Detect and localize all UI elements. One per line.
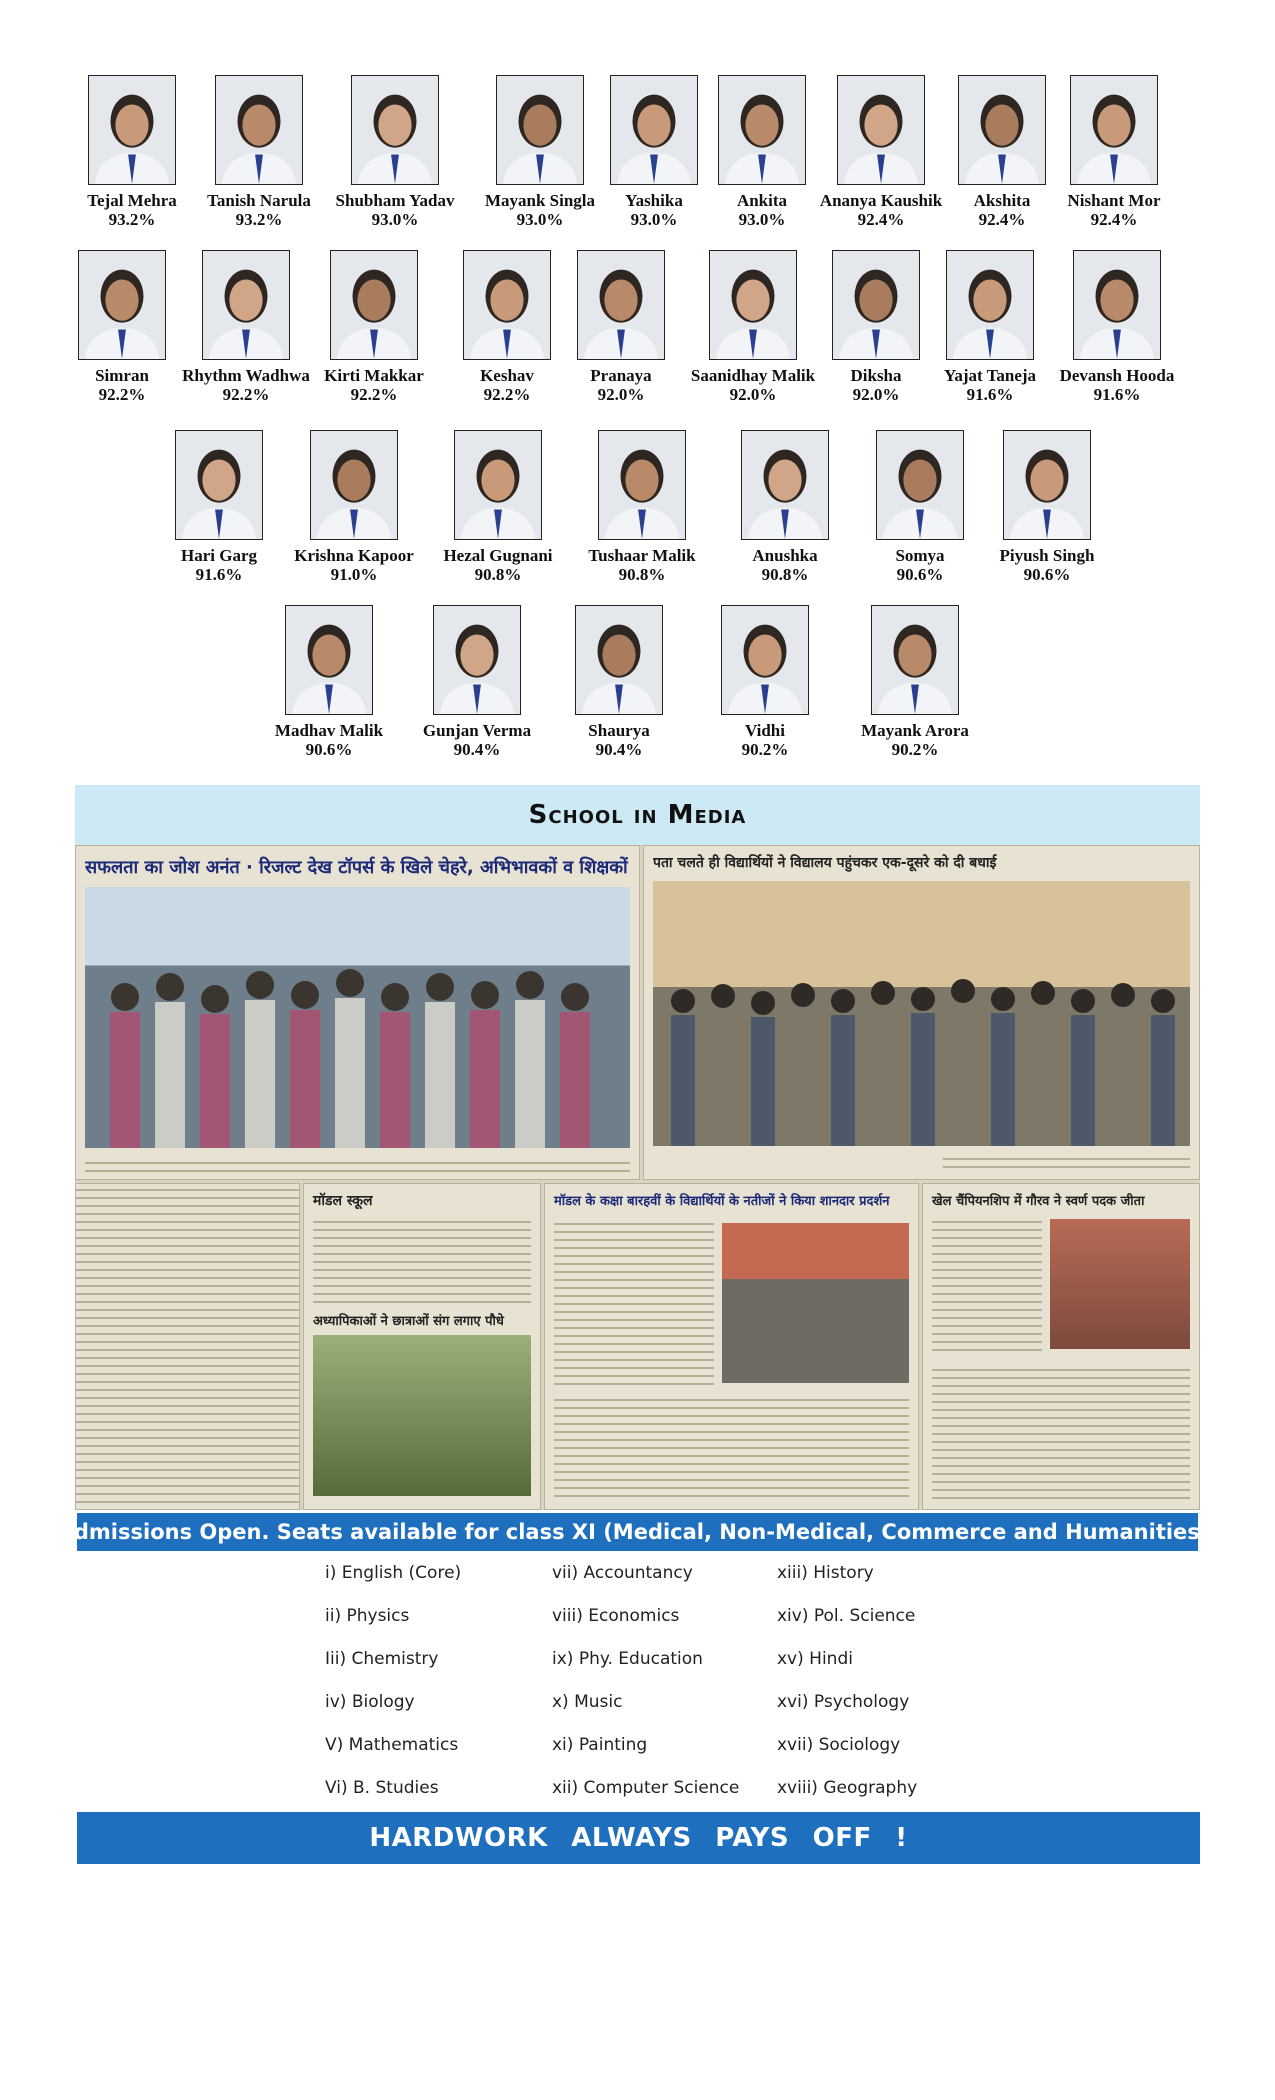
topper-percentage: 92.4% xyxy=(857,210,905,229)
award-photo xyxy=(1050,1219,1190,1349)
topper-name: Mayank Arora xyxy=(861,721,969,740)
topper-percentage: 92.2% xyxy=(350,385,398,404)
subject-item: xviii) Geography xyxy=(777,1778,918,1798)
student-photo xyxy=(1070,75,1158,185)
topper-percentage: 92.0% xyxy=(852,385,900,404)
topper-percentage: 93.0% xyxy=(516,210,564,229)
newspaper-clipping xyxy=(75,1183,300,1510)
newspaper-clipping xyxy=(922,1183,1200,1510)
subject-item: x) Music xyxy=(552,1692,623,1712)
student-photo xyxy=(958,75,1046,185)
topper-name: Rhythm Wadhwa xyxy=(182,366,310,385)
topper-percentage: 90.2% xyxy=(891,740,939,759)
student-photo xyxy=(215,75,303,185)
topper-name: Diksha xyxy=(850,366,902,385)
student-photo xyxy=(496,75,584,185)
media-collage xyxy=(75,845,1200,1510)
admissions-banner xyxy=(57,1513,1218,1551)
student-photo xyxy=(285,605,373,715)
student-photo xyxy=(598,430,686,540)
newspaper-clipping xyxy=(75,845,640,1180)
topper-percentage: 93.0% xyxy=(738,210,786,229)
topper-card xyxy=(397,605,557,760)
topper-name: Hari Garg xyxy=(180,546,257,565)
topper-percentage: 90.8% xyxy=(761,565,809,584)
student-photo xyxy=(832,250,920,360)
topper-percentage: 90.6% xyxy=(305,740,353,759)
topper-percentage: 92.4% xyxy=(1090,210,1138,229)
topper-percentage: 93.2% xyxy=(108,210,156,229)
student-photo xyxy=(463,250,551,360)
subject-item: iv) Biology xyxy=(325,1692,415,1712)
topper-percentage: 92.0% xyxy=(729,385,777,404)
topper-name: Kirti Makkar xyxy=(324,366,424,385)
student-photo xyxy=(1073,250,1161,360)
student-photo xyxy=(433,605,521,715)
subject-item: xiii) History xyxy=(777,1563,874,1583)
student-photo xyxy=(330,250,418,360)
student-photo xyxy=(1003,430,1091,540)
topper-percentage: 91.0% xyxy=(330,565,378,584)
topper-percentage: 90.6% xyxy=(896,565,944,584)
topper-percentage: 90.6% xyxy=(1023,565,1071,584)
student-photo xyxy=(454,430,542,540)
student-photo xyxy=(741,430,829,540)
subject-item: Vi) B. Studies xyxy=(325,1778,439,1798)
topper-percentage: 92.0% xyxy=(597,385,645,404)
clipping-headline: मॉडल के कक्षा बारहवीं के विद्यार्थियों के नतीजों ने किया शानदार प्रदर्शन xyxy=(554,1194,890,1209)
group-photo xyxy=(653,881,1190,1146)
subject-list-column xyxy=(777,1562,917,1820)
subject-item: viii) Economics xyxy=(552,1606,680,1626)
topper-percentage: 90.8% xyxy=(474,565,522,584)
subject-item: xvii) Sociology xyxy=(777,1735,901,1755)
topper-name: Vidhi xyxy=(744,721,785,740)
topper-percentage: 91.6% xyxy=(195,565,243,584)
motto-text: HARDWORK ALWAYS PAYS OFF ! xyxy=(369,1823,908,1853)
topper-percentage: 93.2% xyxy=(235,210,283,229)
student-photo xyxy=(871,605,959,715)
topper-percentage: 91.6% xyxy=(1093,385,1141,404)
topper-name: Tanish Narula xyxy=(207,191,311,210)
student-photo xyxy=(837,75,925,185)
subject-item: ii) Physics xyxy=(325,1606,410,1626)
topper-percentage: 92.4% xyxy=(978,210,1026,229)
topper-percentage: 92.2% xyxy=(98,385,146,404)
topper-card xyxy=(835,605,995,760)
clipping-headline: अध्यापिकाओं ने छात्राओं संग लगाए पौधे xyxy=(313,1314,504,1329)
topper-name: Pranaya xyxy=(590,366,652,385)
newspaper-clipping xyxy=(643,845,1200,1180)
subject-item: xii) Computer Science xyxy=(552,1778,740,1798)
student-photo xyxy=(946,250,1034,360)
subject-item: xvi) Psychology xyxy=(777,1692,910,1712)
topper-name: Ankita xyxy=(736,191,788,210)
topper-card xyxy=(1037,250,1197,405)
topper-name: Yashika xyxy=(625,191,683,210)
student-photo xyxy=(721,605,809,715)
topper-percentage: 92.2% xyxy=(222,385,270,404)
subject-item: Iii) Chemistry xyxy=(325,1649,439,1669)
clipping-headline: खेल चैंपियनशिप में गौरव ने स्वर्ण पदक जीता xyxy=(932,1194,1145,1209)
subject-item: vii) Accountancy xyxy=(552,1563,693,1583)
student-photo xyxy=(202,250,290,360)
topper-card xyxy=(967,430,1127,585)
student-photo xyxy=(78,250,166,360)
topper-percentage: 93.0% xyxy=(371,210,419,229)
student-photo xyxy=(876,430,964,540)
topper-percentage: 90.4% xyxy=(595,740,643,759)
topper-percentage: 90.4% xyxy=(453,740,501,759)
media-section-header xyxy=(75,785,1200,845)
student-photo xyxy=(709,250,797,360)
topper-card xyxy=(1034,75,1194,230)
topper-percentage: 90.8% xyxy=(618,565,666,584)
topper-name: Shaurya xyxy=(588,721,650,740)
motto-banner xyxy=(77,1812,1200,1864)
plantation-photo xyxy=(313,1335,531,1496)
topper-card xyxy=(315,75,475,230)
topper-card xyxy=(685,605,845,760)
subject-item: i) English (Core) xyxy=(325,1563,462,1583)
topper-card xyxy=(418,430,578,585)
student-photo xyxy=(575,605,663,715)
subject-item: ix) Phy. Education xyxy=(552,1649,703,1669)
topper-card xyxy=(274,430,434,585)
subject-item: xiv) Pol. Science xyxy=(777,1606,916,1626)
topper-name: Somya xyxy=(895,546,945,565)
student-photo xyxy=(175,430,263,540)
topper-name: Nishant Mor xyxy=(1067,191,1161,210)
topper-name: Saanidhay Malik xyxy=(690,366,816,385)
newspaper-clipping xyxy=(544,1183,919,1510)
clipping-headline: सफलता का जोश अनंत · रिजल्ट देख टॉपर्स के खिले चेहरे, अभिभावकों व शिक्षकों xyxy=(85,857,628,878)
topper-name: Simran xyxy=(95,366,149,385)
subject-item: xi) Painting xyxy=(552,1735,648,1755)
topper-name: Shubham Yadav xyxy=(335,191,455,210)
topper-name: Piyush Singh xyxy=(999,546,1095,565)
topper-name: Gunjan Verma xyxy=(422,721,532,740)
clipping-headline: पता चलते ही विद्यार्थियों ने विद्यालय पहुंचकर एक-दूसरे को दी बधाई xyxy=(653,855,997,871)
media-section-title: School in Media xyxy=(528,800,747,830)
student-photo xyxy=(718,75,806,185)
subject-list-column xyxy=(552,1562,739,1820)
group-photo xyxy=(85,887,630,1148)
topper-percentage: 93.0% xyxy=(630,210,678,229)
admissions-text: Admissions Open. Seats available for class XI (Medical, Non-Medical, Commerce and Humanities). xyxy=(57,1520,1218,1544)
student-photo xyxy=(310,430,398,540)
topper-percentage: 90.2% xyxy=(741,740,789,759)
topper-name: Yajat Taneja xyxy=(943,366,1037,385)
topper-name: Tushaar Malik xyxy=(588,546,696,565)
topper-percentage: 92.2% xyxy=(483,385,531,404)
subject-item: xv) Hindi xyxy=(777,1649,853,1669)
topper-name: Krishna Kapoor xyxy=(294,546,414,565)
topper-card xyxy=(249,605,409,760)
topper-name: Ananya Kaushik xyxy=(819,191,943,210)
newspaper-clipping xyxy=(303,1183,541,1510)
topper-name: Madhav Malik xyxy=(274,721,384,740)
topper-percentage: 91.6% xyxy=(966,385,1014,404)
topper-name: Hezal Gugnani xyxy=(443,546,553,565)
topper-name: Devansh Hooda xyxy=(1059,366,1175,385)
topper-name: Anushka xyxy=(752,546,818,565)
student-photo xyxy=(88,75,176,185)
clipping-headline: मॉडल स्कूल xyxy=(313,1193,373,1209)
student-photo xyxy=(577,250,665,360)
topper-name: Tejal Mehra xyxy=(87,191,177,210)
topper-card xyxy=(539,605,699,760)
group-photo xyxy=(722,1223,909,1383)
topper-card xyxy=(562,430,722,585)
student-photo xyxy=(351,75,439,185)
subject-item: V) Mathematics xyxy=(325,1735,459,1755)
topper-name: Keshav xyxy=(480,366,534,385)
topper-name: Akshita xyxy=(973,191,1031,210)
subject-list-column xyxy=(325,1562,461,1820)
topper-name: Mayank Singla xyxy=(484,191,596,210)
